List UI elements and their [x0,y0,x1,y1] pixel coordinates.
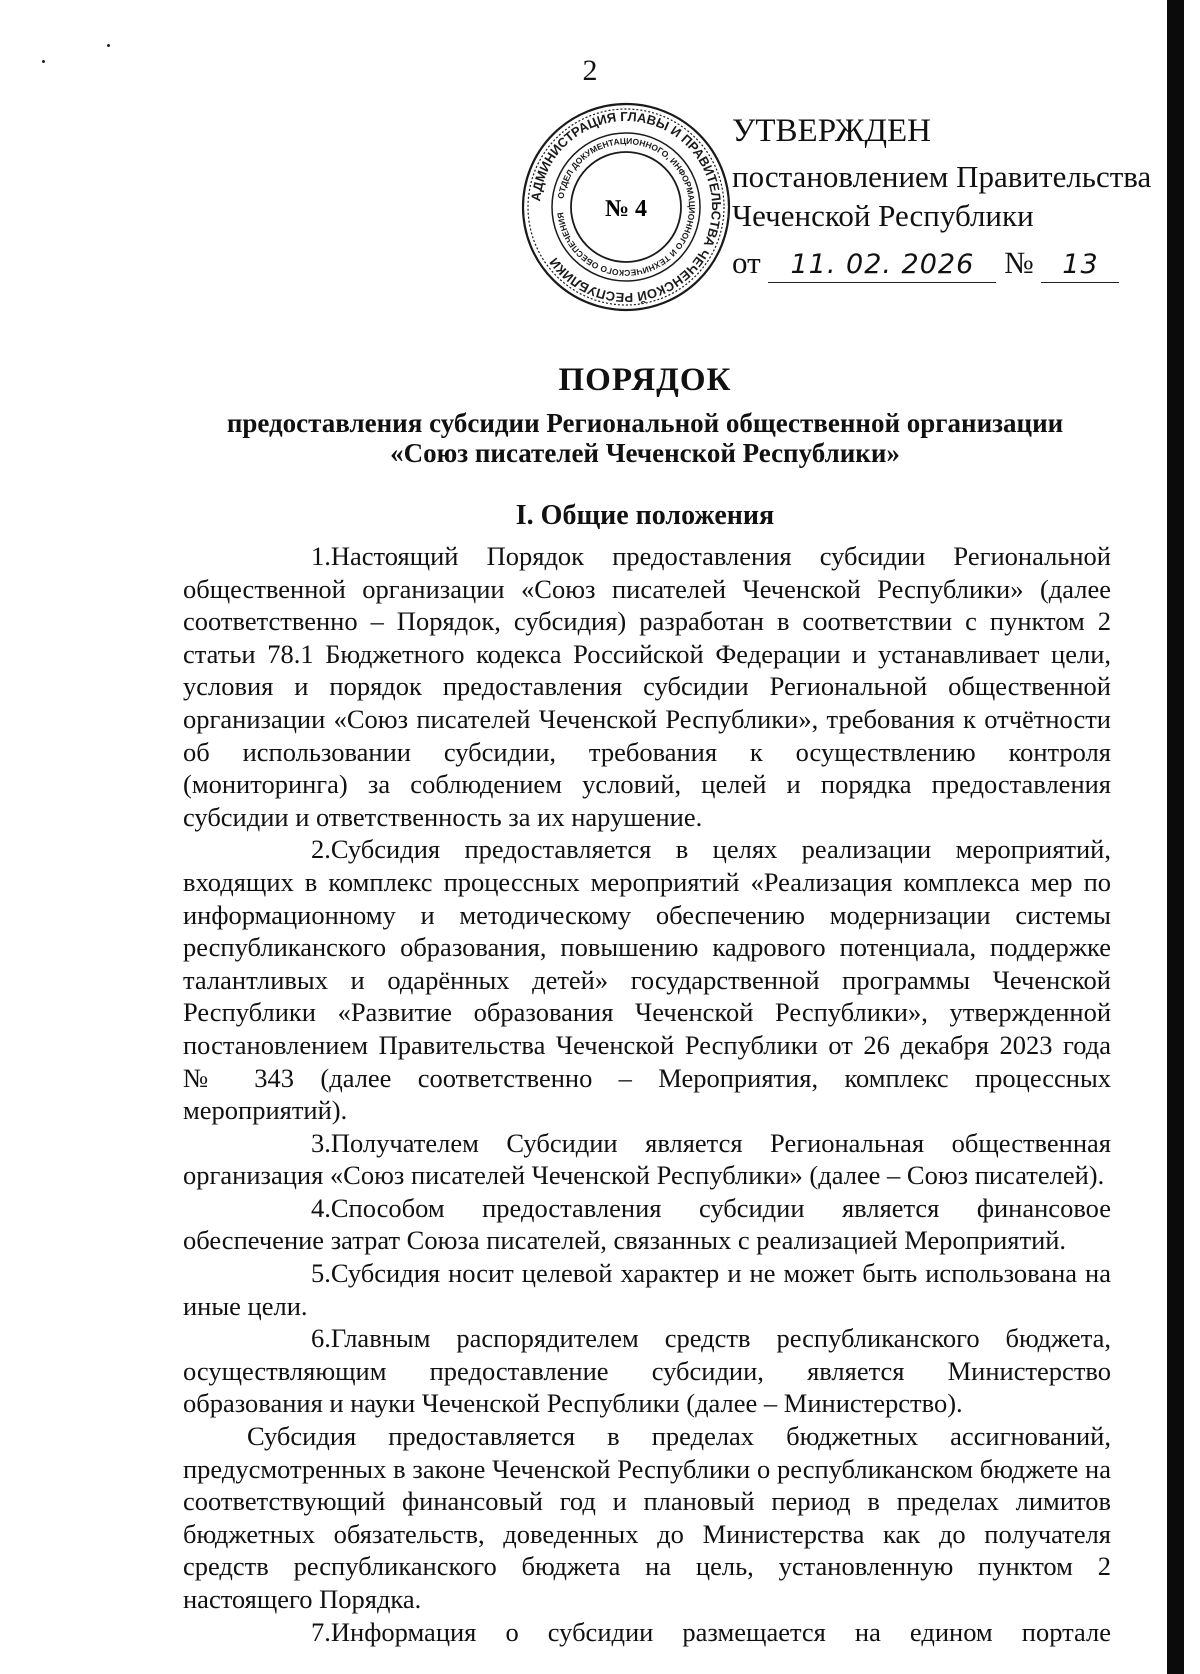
paragraph-text: Главным распорядителем средств республиканского бюджета, осуществляющим предоставление субсидии, является Министерство образования и науки Чеченской Республики (далее – Министерство). [183,1323,1111,1419]
paragraph-number: 5. [311,1258,331,1289]
paragraph [183,1420,1111,1616]
paragraph [183,1192,1111,1257]
scan-edge-bar [1167,0,1184,1674]
paragraph-number: 1. [311,541,331,571]
seal-outer-text: АДМИНИСТРАЦИЯ ГЛАВЫ И ПРАВИТЕЛЬСТВА ЧЕЧЕНСКОЙ РЕСПУБЛИКИ [528,108,725,306]
paragraph-text: Субсидия предоставляется в пределах бюджетных ассигнований, предусмотренных в законе Чеченской Республики о республиканском бюджете на соответствующий финансовый год и плановый период в пределах лимитов бюджетных обязательств, доведенных до Министерства как до получателя средств республиканского бюджета на цель, установленную пунктом 2 настоящего Порядка. [183,1421,1111,1614]
seal-graphic [520,101,732,313]
paragraph [183,1322,1111,1420]
scan-speck [107,44,110,47]
paragraph-number: 2. [311,834,331,865]
paragraph-text: Субсидия носит целевой характер и не может быть использована на иные цели. [183,1258,1111,1321]
seal-number: № 4 [604,196,648,222]
paragraph-text: Способом предоставления субсидии является финансовое обеспечение затрат Союза писателей, связанных с реализацией Мероприятий. [183,1192,1111,1256]
paragraph-number: 4. [311,1192,331,1223]
date-prefix: от [732,245,761,280]
paragraph-number: 6. [311,1323,331,1354]
approval-title: УТВЕРЖДЕН [732,113,931,149]
seal-inner-text: ОТДЕЛ ДОКУМЕНТАЦИОННОГО, ИНФОРМАЦИОННОГО И ТЕХНИЧЕСКОГО ОБЕСПЕЧЕНИЯ [555,135,698,279]
document-subtitle [180,408,1110,468]
paragraph [183,540,1111,833]
official-seal [520,101,732,313]
approval-date-row [732,243,1132,283]
document-body [183,540,1111,1648]
subtitle-line-1: предоставления субсидии Региональной общественной организации [226,408,1064,438]
approval-number: 13 [1041,248,1119,283]
paragraph-number: 3. [311,1127,331,1158]
paragraph-text: Информация о субсидии размещается на едином портале [330,1616,1111,1647]
document-title: ПОРЯДОК [558,362,732,398]
paragraph-text: Получателем Субсидии является Региональная общественная организация «Союз писателей Чеченской Республики» (далее – Союз писателей). [183,1127,1111,1191]
paragraph [183,1257,1111,1322]
approval-line-2: Чеченской Республики [732,198,1034,233]
paragraph [183,1616,1111,1649]
paragraph-text: Субсидия предоставляется в целях реализации мероприятий, входящих в комплекс процессных мероприятий «Реализация комплекса мер по информационному и методическому обеспечению модернизации системы республиканского образования, повышению кадрового потенциала, поддержке талантливых и одарённых детей» государственной программы Чеченской Республики «Развитие образования Чеченской Республики», утвержденной постановлением Правительства Чеченской Республики от 26 декабря 2023 года № 343 (далее соответственно – Мероприятия, комплекс процессных мероприятий). [183,834,1111,1126]
number-prefix: № [1004,245,1034,280]
approval-block [732,112,1152,283]
paragraph-text: Настоящий Порядок предоставления субсидии Региональной общественной организации «Союз писателей Чеченской Республики» (далее соответственно – Порядок, субсидия) разработан в соответствии с пунктом 2 статьи 78.1 Бюджетного кодекса Российской Федерации и устанавливает цели, условия и порядок предоставления субсидии Региональной общественной организации «Союз писателей Чеченской Республики», требования к отчётности об использовании субсидии, требования к осуществлению контроля (мониторинга) за соблюдением условий, целей и порядка предоставления субсидии и ответственность за их нарушение. [183,541,1111,832]
subtitle-line-2: «Союз писателей Чеченской Республики» [390,438,900,468]
approval-date: 11. 02. 2026 [768,248,996,283]
approval-line-1: постановлением Правительства [732,159,1152,194]
paragraph [183,833,1111,1126]
paragraph [183,1127,1111,1192]
paragraph-number: 7. [311,1616,331,1647]
page-number: 2 [582,54,598,87]
section-heading: I. Общие положения [515,500,775,531]
